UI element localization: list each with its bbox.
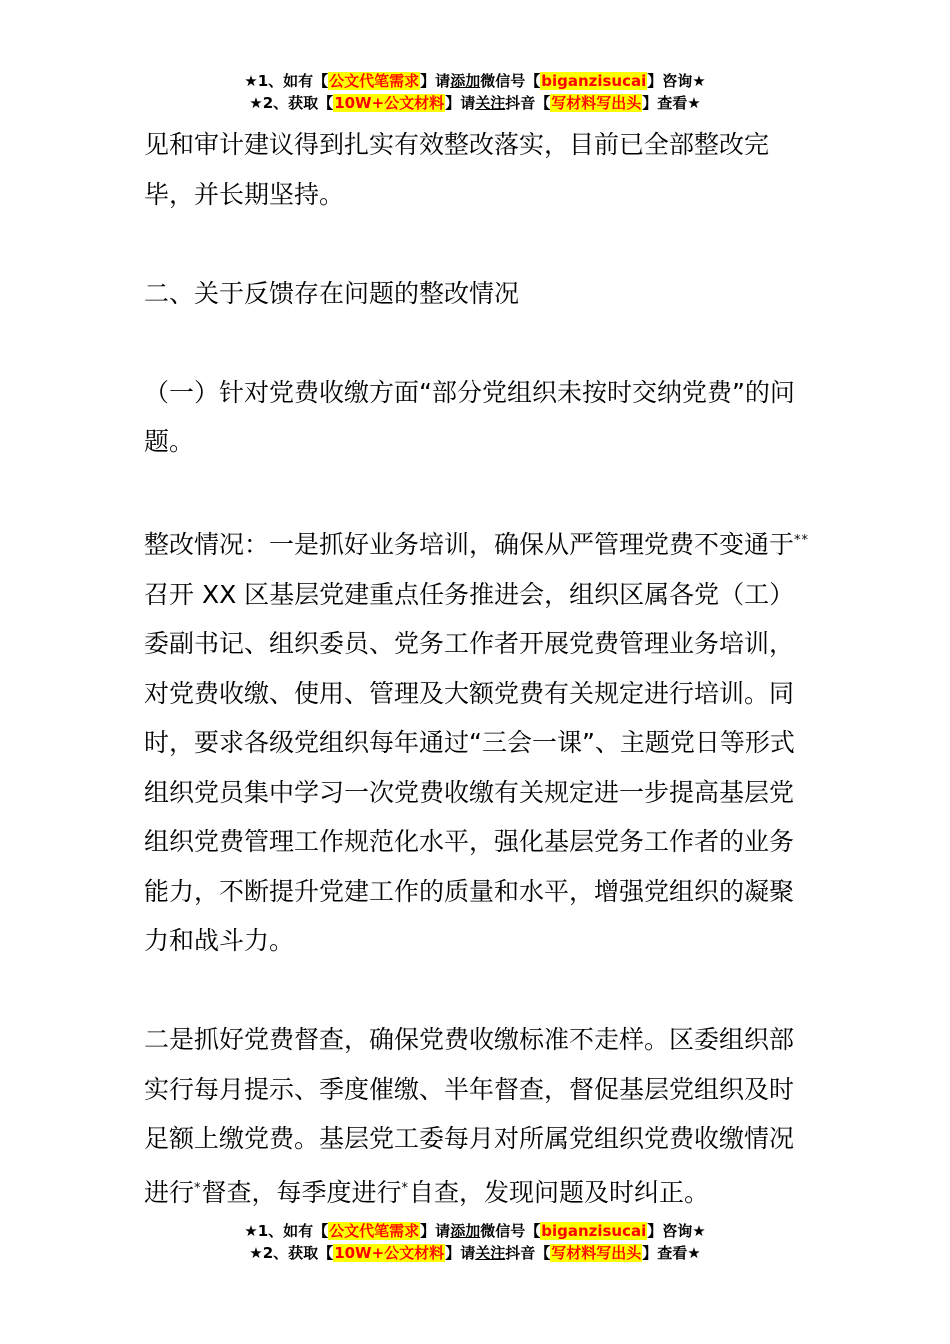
highlight-wechat-id: biganzisucai (541, 72, 647, 90)
notice-text: 】请 (420, 1222, 451, 1240)
paragraph-gap (144, 219, 814, 269)
notice-text: 】咨询★ (647, 72, 706, 90)
paragraph-gap (144, 318, 814, 368)
notice-line-1 (0, 70, 950, 92)
notice-underlined: 添加 (450, 1222, 481, 1240)
paragraph-rectification-inspection (144, 1015, 814, 1217)
highlight-wechat-id: biganzisucai (541, 1222, 647, 1240)
footer-notice (0, 1220, 950, 1264)
highlight-materials: 10W+公文材料 (334, 1244, 445, 1262)
highlight-douyin-account: 写材料写出头 (551, 94, 642, 112)
notice-text: 】咨询★ (647, 1222, 706, 1240)
notice-text: ★1、如有【 (244, 72, 329, 90)
notice-text: ★2、获取【 (249, 1244, 334, 1262)
notice-text: 微信号【 (480, 1222, 541, 1240)
paragraph-text: 自查，发现问题及时纠正。 (409, 1177, 710, 1207)
notice-line-2 (0, 92, 950, 114)
notice-line-2 (0, 1242, 950, 1264)
section-heading: 二、关于反馈存在问题的整改情况 (144, 278, 520, 308)
notice-text: 抖音【 (505, 1244, 551, 1262)
notice-line-1 (0, 1220, 950, 1242)
notice-text: 】请 (445, 1244, 476, 1262)
paragraph-text: 二是抓好党费督查，确保党费收缴标准不走样。区委组织部实行每月提示、季度催缴、半年督查，督促基层党组织及时足额上缴党费。基层党工委每月对所属党组织党费收缴情况进行 (144, 1025, 795, 1207)
notice-text: ★1、如有【 (244, 1222, 329, 1240)
redaction-mark: * (401, 1180, 410, 1196)
notice-text: 】请 (420, 72, 451, 90)
highlight-douyin-account: 写材料写出头 (551, 1244, 642, 1262)
paragraph-text: 召开 XX 区基层党建重点任务推进会，组织区属各党（工）委副书记、组织委员、党务工作者开展党费管理业务培训，对党费收缴、使用、管理及大额党费有关规定进行培训。同时，要求各级党组织每年通过“三会一课”、主题党日等形式组织党员集中学习一次党费收缴有关规定进一步提高基层党组织党费管理工作规范化水平，强化基层党务工作者的业务能力，不断提升党建工作的质量和水平，增强党组织的凝聚力和战斗力。 (144, 579, 795, 955)
header-notice (0, 70, 950, 114)
notice-text: 微信号【 (480, 72, 541, 90)
document-body (144, 120, 814, 1217)
paragraph-text: 督查，每季度进行 (201, 1177, 402, 1207)
paragraph-gap (144, 467, 814, 517)
highlight-service: 公文代笔需求 (329, 1222, 420, 1240)
notice-text: 】请 (445, 94, 476, 112)
redaction-mark: * (194, 1180, 202, 1196)
notice-underlined: 添加 (450, 72, 481, 90)
notice-underlined: 关注 (475, 1244, 506, 1262)
notice-text: 抖音【 (505, 94, 551, 112)
notice-text: 】查看★ (642, 1244, 701, 1262)
paragraph-gap (144, 966, 814, 1016)
notice-text: ★2、获取【 (249, 94, 334, 112)
redaction-mark: ** (794, 533, 810, 548)
highlight-service: 公文代笔需求 (329, 72, 420, 90)
notice-underlined: 关注 (475, 94, 506, 112)
paragraph-text: 整改情况：一是抓好业务培训，确保从严管理党费不变通于 (144, 530, 795, 559)
paragraph-continuation: 见和审计建议得到扎实有效整改落实，目前已全部整改完毕，并长期坚持。 (144, 130, 770, 209)
highlight-materials: 10W+公文材料 (334, 94, 445, 112)
paragraph-rectification-training (144, 516, 814, 966)
subsection-heading: （一）针对党费收缴方面“部分党组织未按时交纳党费”的问题。 (144, 377, 795, 456)
notice-text: 】查看★ (642, 94, 701, 112)
